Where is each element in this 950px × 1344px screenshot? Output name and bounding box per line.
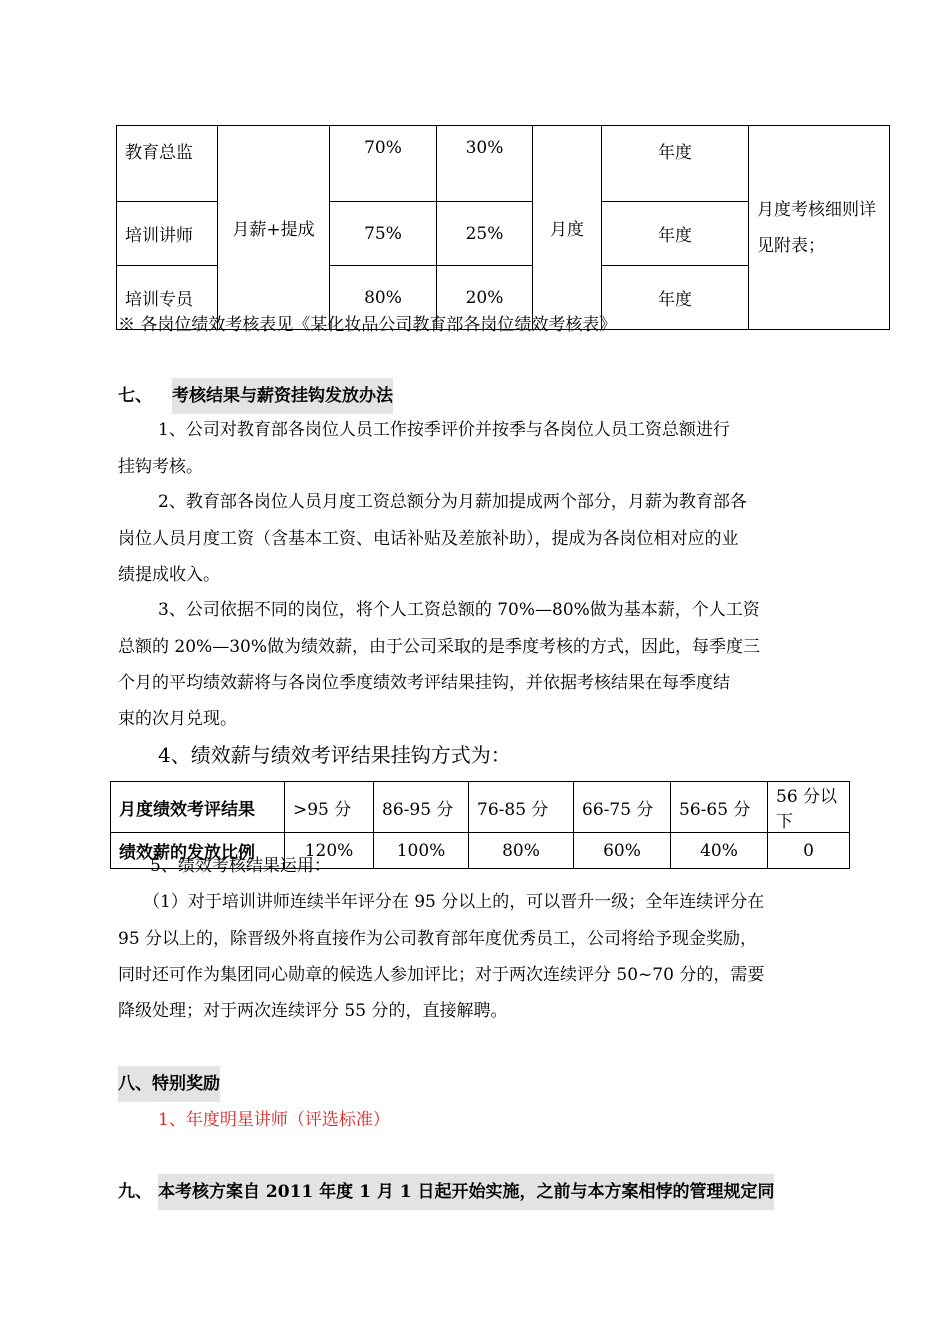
grade-cell: >95 分 [285,782,374,833]
paragraph-line: 挂钩考核。 [118,457,203,477]
paragraph-line: 岗位人员月度工资（含基本工资、电话补贴及差旅补助），提成为各岗位相对应的业 [118,529,739,549]
paragraph-line: 5、绩效考核结果运用： [150,856,331,876]
paragraph-line: 降级处理；对于两次连续评分 55 分的，直接解聘。 [118,1001,508,1021]
grade-cell: 76-85 分 [469,782,574,833]
section-7-number: 七、 [118,386,152,406]
table-row [117,126,890,202]
paragraph-line: 个月的平均绩效薪将与各岗位季度绩效考评结果挂钩，并依据考核结果在每季度结 [118,673,730,693]
grade-cell: 56-65 分 [671,782,768,833]
paragraph-line: （1）对于培训讲师连续半年评分在 95 分以上的，可以晋升一级；全年连续评分在 [143,892,765,912]
paragraph-line: 同时还可作为集团同心勋章的候选人参加评比；对于两次连续评分 50~70 分的，需要 [118,965,765,985]
paragraph-line: 束的次月兑现。 [118,709,237,729]
ratio-cell: 0 [768,833,850,869]
grade-cell: 56 分以下 [768,782,850,833]
paragraph-line: 4、绩效薪与绩效考评结果挂钩方式为： [158,743,511,767]
grade-header-label: 月度绩效考评结果 [111,782,285,833]
ratio-header-label: 绩效薪的发放比例 [111,833,285,869]
section-9-text: 本考核方案自 2011 年度 1 月 1 日起开始实施，之前与本方案相悖的管理规定同 [158,1174,774,1210]
perf-ratio-cell: 30% [437,126,533,202]
perf-ratio-cell: 20% [437,266,533,330]
post-cell: 教育总监 [117,126,218,202]
grade-cell: 66-75 分 [574,782,671,833]
section-7-title: 考核结果与薪资挂钩发放办法 [172,378,393,414]
table-note: ※ 各岗位绩效考核表见《某化妆品公司教育部各岗位绩效考核表》 [118,315,617,335]
grade-cell: 86-95 分 [374,782,469,833]
post-salary-table [116,125,890,330]
post-cell: 培训专员 [117,266,218,330]
ratio-cell: 120% [285,833,374,869]
ratio-cell: 60% [574,833,671,869]
annual-cell: 年度 [602,202,749,266]
paragraph-line: 2、教育部各岗位人员月度工资总额分为月薪加提成两个部分，月薪为教育部各 [158,492,747,512]
section-8-item: 1、年度明星讲师（评选标准） [158,1110,390,1130]
annual-cell: 年度 [602,126,749,202]
cycle-cell: 月度 [533,126,602,330]
base-ratio-cell: 80% [330,266,437,330]
ratio-cell: 80% [469,833,574,869]
base-ratio-cell: 75% [330,202,437,266]
paragraph-line: 3、公司依据不同的岗位，将个人工资总额的 70%—80%做为基本薪，个人工资 [158,600,760,620]
ratio-cell: 40% [671,833,768,869]
paragraph-line: 1、公司对教育部各岗位人员工作按季评价并按季与各岗位人员工资总额进行 [158,420,730,440]
paragraph-line: 95 分以上的，除晋级外将直接作为公司教育部年度优秀员工，公司将给予现金奖励， [118,929,758,949]
perf-ratio-cell: 25% [437,202,533,266]
paragraph-line: 总额的 20%—30%做为绩效薪，由于公司采取的是季度考核的方式，因此，每季度三 [118,637,760,657]
post-cell: 培训讲师 [117,202,218,266]
remark-cell: 月度考核细则详见附表； [749,126,890,330]
table-row [111,782,850,833]
annual-cell: 年度 [602,266,749,330]
salary-form-cell: 月薪+提成 [218,126,330,330]
section-8-title: 八、特别奖励 [118,1066,220,1102]
base-ratio-cell: 70% [330,126,437,202]
ratio-cell: 100% [374,833,469,869]
section-9-number: 九、 [118,1182,152,1202]
paragraph-line: 绩提成收入。 [118,565,220,585]
